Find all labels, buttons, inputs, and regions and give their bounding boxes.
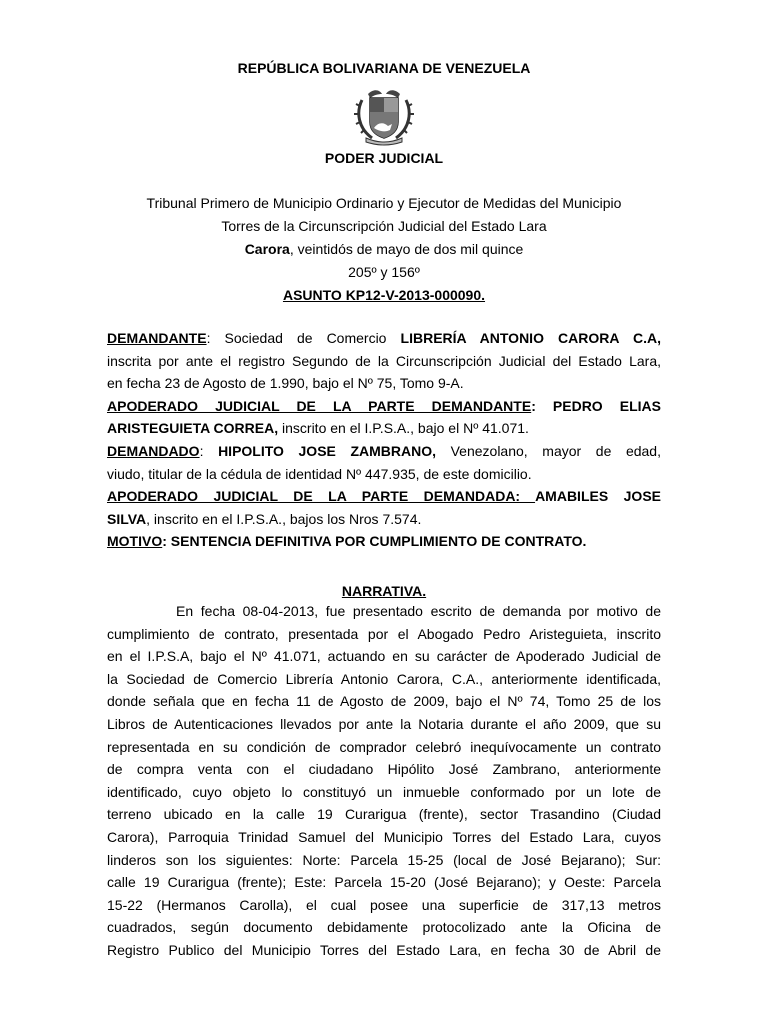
city-name: Carora xyxy=(244,241,290,257)
defendant-line-2: viudo, titular de la cédula de identidad Nº 447.935, de este domicilio. xyxy=(107,465,532,482)
narrative-line: cuadrados, según documento debidamente protocolizado ante la Oficina de xyxy=(107,919,661,936)
narrative-line: En fecha 08-04-2013, fue presentado escrito de demanda por motivo de xyxy=(176,603,661,619)
date-line xyxy=(0,241,768,257)
plaintiff-attorney-registration: inscrito en el I.P.S.A., bajo el Nº 41.071. xyxy=(278,420,529,437)
plaintiff-line-1 xyxy=(107,327,661,350)
narrative-line: cumplimiento de contrato, presentada por el Abogado Pedro Aristeguieta, inscrito xyxy=(107,625,661,642)
defendant-attorney-line-1 xyxy=(107,485,661,508)
defendant-attorney-label: APODERADO JUDICIAL DE LA PARTE DEMANDADA: xyxy=(107,488,536,505)
court-name-line-1: Tribunal Primero de Municipio Ordinario y Ejecutor de Medidas del Municipio xyxy=(146,195,622,211)
narrative-body xyxy=(107,600,661,962)
narrative-line: Carora), Parroquia Trinidad Samuel del Municipio Torres del Estado Lara, cuyos xyxy=(107,828,661,845)
narrative-line: de compra venta con el ciudadano Hipólito José Zambrano, anteriormente xyxy=(107,761,661,778)
defendant-line-1: DEMANDADO: HIPOLITO JOSE ZAMBRANO, Venezolano, mayor de edad, xyxy=(107,442,661,459)
defendant-attorney-name-a: AMABILES JOSE xyxy=(535,488,661,505)
plaintiff-line-3: en fecha 23 de Agosto de 1.990, bajo el Nº 75, Tomo 9-A. xyxy=(107,375,464,392)
plaintiff-attorney-name-a: : PEDRO ELIAS xyxy=(531,397,661,414)
plaintiff-attorney-line-1 xyxy=(107,395,661,418)
plaintiff-label: DEMANDANTE xyxy=(107,330,207,346)
years-line: 205º y 156º xyxy=(348,264,420,280)
defendant-attorney-name-b: SILVA xyxy=(107,510,147,527)
defendant-attorney-line-2 xyxy=(107,508,661,531)
plaintiff-text: : Sociedad de Comercio xyxy=(206,330,401,346)
defendant-details: Venezolano, mayor de edad, xyxy=(436,442,661,459)
republic-title: REPÚBLICA BOLIVARIANA DE VENEZUELA xyxy=(237,60,531,76)
motive-line xyxy=(107,530,661,553)
defendant-attorney-registration: , inscrito en el I.P.S.A., bajos los Nros 7.574. xyxy=(146,510,422,527)
parties-block xyxy=(107,327,661,553)
plaintiff-attorney-label: APODERADO JUDICIAL DE LA PARTE DEMANDANTE xyxy=(107,397,532,414)
narrative-line: la Sociedad de Comercio Librería Antonio Carora, C.A., anteriormente identificada, xyxy=(107,670,661,687)
motive-text: : SENTENCIA DEFINITIVA POR CUMPLIMIENTO DE CONTRATO. xyxy=(162,533,587,550)
narrative-line: donde señala que en fecha 11 de Agosto de 2009, bajo el Nº 74, Tomo 25 de los xyxy=(107,693,661,710)
narrative-heading: NARRATIVA. xyxy=(341,583,427,599)
narrative-line: representada en su condición de comprador celebró inequívocamente un contrato xyxy=(107,738,661,755)
narrative-line: linderos son los siguientes: Norte: Parcela 15-25 (local de José Bejarano); Sur: xyxy=(107,851,661,868)
narrative-line: calle 19 Curarigua (frente); Este: Parcela 15-20 (José Bejarano); y Oeste: Parcela xyxy=(107,874,661,891)
plaintiff-attorney-name-b: ARISTEGUIETA CORREA, xyxy=(107,420,279,437)
narrative-line: 15-22 (Hermanos Carolla), el cual posee una superficie de 317,13 metros xyxy=(107,896,661,913)
defendant-label: DEMANDADO xyxy=(107,442,200,459)
narrative-line: identificado, cuyo objeto lo constituyó un inmueble conformado por un lote de xyxy=(107,783,661,800)
plaintiff-line-2: inscrita por ante el registro Segundo de la Circunscripción Judicial del Estado Lara, xyxy=(107,352,661,369)
date-text: , veintidós de mayo de dos mil quince xyxy=(289,241,524,257)
plaintiff-name: LIBRERÍA ANTONIO CARORA C.A, xyxy=(400,330,661,346)
case-number: ASUNTO KP12-V-2013-000090. xyxy=(282,287,486,303)
narrative-line: terreno ubicado en la calle 19 Curarigua (frente), sector Trasandino (Ciudad xyxy=(107,806,661,823)
narrative-line: Libros de Autenticaciones llevados por ante la Notaria durante el año 2009, que su xyxy=(107,715,661,732)
motive-label: MOTIVO xyxy=(107,533,163,550)
narrative-line: Registro Publico del Municipio Torres del Estado Lara, en fecha 30 de Abril de xyxy=(107,941,661,958)
plaintiff-attorney-line-2 xyxy=(107,417,661,440)
coat-of-arms-seal xyxy=(352,86,416,146)
defendant-name: HIPOLITO JOSE ZAMBRANO, xyxy=(218,442,437,459)
court-name-line-2: Torres de la Circunscripción Judicial del Estado Lara xyxy=(221,218,547,234)
branch-title: PODER JUDICIAL xyxy=(324,150,444,166)
narrative-line: en el I.P.S.A, bajo el Nº 41.071, actuando en su carácter de Apoderado Judicial de xyxy=(107,648,661,665)
